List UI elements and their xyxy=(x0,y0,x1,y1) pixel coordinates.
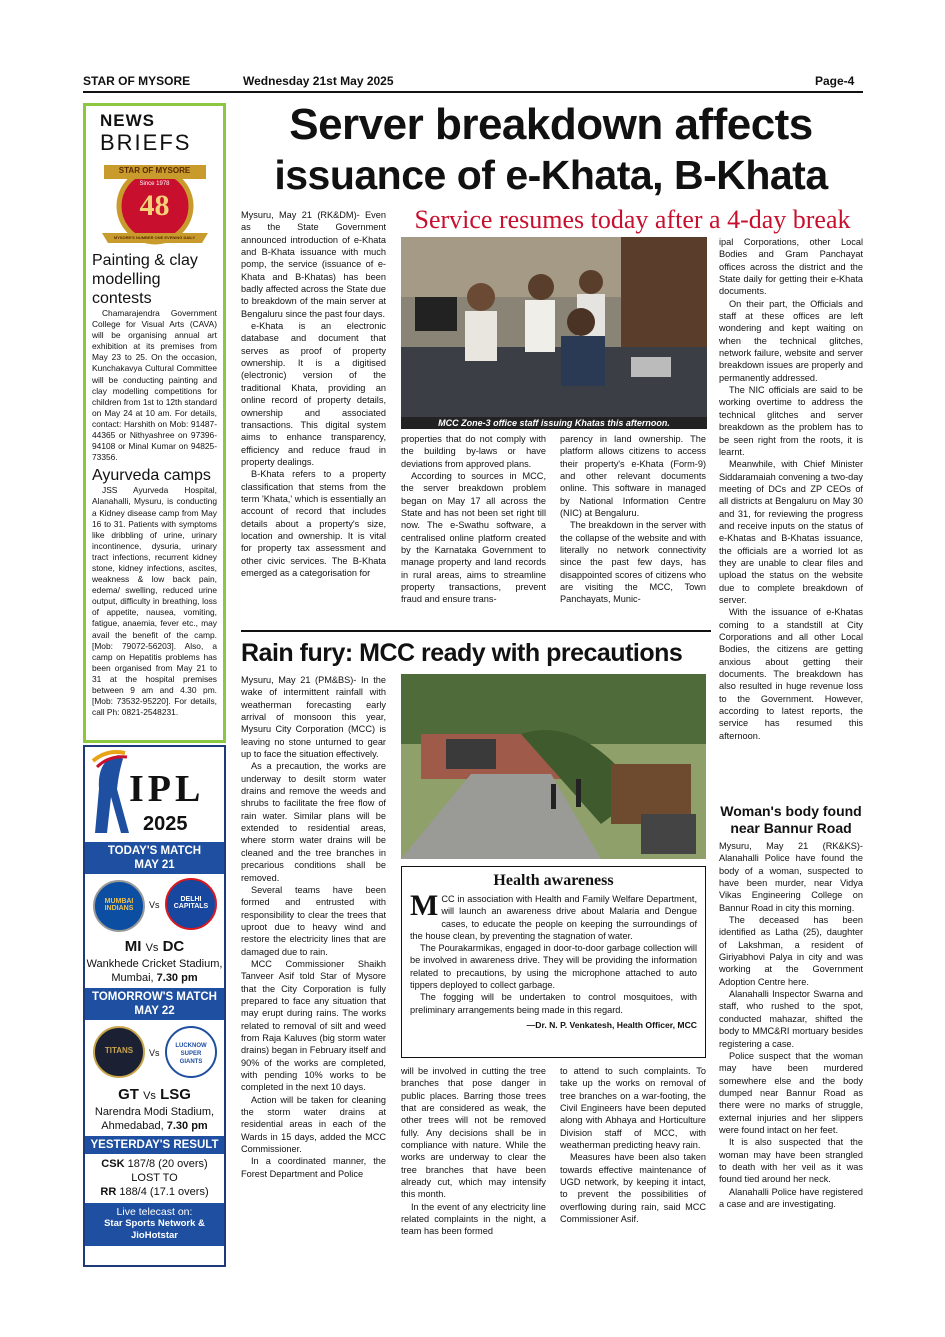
health-title: Health awareness xyxy=(493,872,614,889)
today-vs: Vs xyxy=(145,942,159,954)
rain-col-1-para: Mysuru, May 21 (PM&BS)- In the wake of intermittent rainfall with weatherman forecasting early arrival of monsoon this year, Mysuru City Corporation (MCC) is leaving no stone unturned to gear up to face the situation effectively. xyxy=(241,675,386,760)
brief-2-title: Ayurveda camps xyxy=(92,467,211,485)
ipl-title: IPL xyxy=(129,768,205,810)
news-briefs-box xyxy=(83,103,226,743)
main-col-4-para: On their part, the Officials and staff at these offices are left wondering and kept waiting on when the technical glitches, network failure, website and server breakdown issues are properly and permanently addressed. xyxy=(719,298,863,383)
today-team-1: MI xyxy=(124,938,142,955)
gt-logo-text: TITANS xyxy=(104,1046,134,1055)
rain-col-2 xyxy=(401,1065,546,1238)
yesterday-result-bar: YESTERDAY'S RESULT xyxy=(85,1136,224,1154)
woman-story-body xyxy=(719,840,863,1210)
paper-name: STAR OF MYSORE xyxy=(83,74,191,88)
vs-today: Vs xyxy=(149,900,160,910)
brief-2-body: JSS Ayurveda Hospital, Alanahalli, Mysuru, is conducting a Kidney disease camp from May 16 to 31. Patients with symptoms like dribbling of urine, urinary incontinence, dysuria, urinary tract infections, recurrent kidney stone, kidney infections, ascites, weakness & low back pain, edema/ swelling, reduced urine output, difficulty in breathing, loss of appetite, nausea, vomiting, fatigue, anaemia, fever etc., may avail the benefit of the camp. [Mob: 79072-56203]. Also, a camp on Hepatitis problems has been organised from May 21 to 31 at the hospital premises between 9 am and 4.30 pm. [Mob: 73532-95220]. For details, call Ph: 0821-2548231. xyxy=(92,485,217,718)
telecast-channels: Star Sports Network & JioHotstar xyxy=(104,1218,205,1241)
health-para-2: The Pourakarmikas, engaged in door-to-door garbage collection will be involved in awareness drive. They will be providing the information related to precautions, by using the microphone attached to auto tippers deployed to collect garbage. xyxy=(410,943,697,991)
tomorrow-date: MAY 22 xyxy=(134,1005,175,1017)
csk-score: 187/8 (20 overs) xyxy=(127,1158,208,1170)
main-col-4 xyxy=(719,236,863,742)
main-col-3-para: parency in land ownership. The platform allows citizens to access their property's e-Khata (Form-9) and other relevant documents online. This software in managed by National Information Centre (NIC) at Bengaluru. xyxy=(560,434,706,519)
ipl-year: 2025 xyxy=(143,813,188,835)
vs-tomorrow: Vs xyxy=(149,1048,160,1058)
tomorrow-match-bar xyxy=(85,988,224,1020)
woman-story-para: Alanahalli Police have registered a case and are investigating. xyxy=(719,1186,863,1209)
tomorrow-team-2: LSG xyxy=(160,1086,191,1103)
emblem-top-text: STAR OF MYSORE xyxy=(118,166,191,175)
issue-date: Wednesday 21st May 2025 xyxy=(243,74,394,88)
woman-story-para: It is also suspected that the woman may have been strangled to death with her veil as it was found tied around her neck. xyxy=(719,1137,863,1185)
tomorrow-label: TOMORROW'S MATCH xyxy=(92,991,217,1003)
emblem-bottom-text: MYSORE'S NUMBER ONE EVENING DAILY xyxy=(113,235,196,240)
brief-1-body: Chamarajendra Government College for Visual Arts (CAVA) will be organising annual art exhibition at its premises from May 23 to 25. On the occasion, Kunchakavya Cultural Committee will be conducting painting and clay modelling competitions for children from 1st to 12th standard on May 24 at 10 am. For details, contact: Harshith on Mob: 91487-44365 or Nithyashree on 97396-94108 or Minal Kumar on 94825-73356. xyxy=(92,308,217,463)
emblem-years: 48 xyxy=(139,189,170,222)
rain-headline: Rain fury: MCC ready with precautions xyxy=(241,639,683,667)
emblem-since: Since 1978 xyxy=(139,181,170,187)
brief-1-title: Painting & clay modelling contests xyxy=(92,252,198,307)
today-venue: Wankhede Cricket Stadium, xyxy=(86,958,223,970)
rain-col-3 xyxy=(560,1065,706,1225)
rain-col-1-para: Several teams have been formed and entrusted with responsibility to clear the trees that uproot due to heavy wind and restore the electricity lines that are damaged due to rain. xyxy=(241,884,386,957)
woman-story-para: Alanahalli Inspector Swarna and staff, who rushed to the spot, conducted mahazar, shifted the body to MMC&RI mortuary besides registering a case. xyxy=(719,989,863,1049)
main-col-1-para: Mysuru, May 21 (RK&DM)- Even as the State Government announced introduction of e-Khata and B-Khata issuance with much pomp, the service (issuance of e-Khata and B-Khatas) has been badly affected across the State due to breakdown of the main server at Bengaluru since the past four days. xyxy=(241,210,386,319)
briefs-label: BRIEFS xyxy=(100,130,192,155)
tomorrow-city: Ahmedabad, xyxy=(101,1120,164,1132)
rain-col-1-para: MCC Commissioner Shaikh Tanveer Asif told Star of Mysore that the City Corporation is fully prepared to face any situation that may erupt during rains. The works related to removal of silt and weed from Raja Kaluves (big storm water drains) began in February itself and 90% of the works are completed, with pending 10% works to be completed in the next 10 days. xyxy=(241,958,386,1093)
anniversary-emblem xyxy=(96,161,214,247)
mi-logo-text: MUMBAI INDIANS xyxy=(104,898,134,912)
main-col-3-para: The breakdown in the server with the collapse of the website and with literally no network connectivity since the past few days, has disappointed scores of citizens who are visiting the MCC, Town Panchayats, Munic- xyxy=(560,520,706,605)
main-col-4-para: Meanwhile, with Chief Minister Siddaramaiah convening a two-day meeting of DCs and ZP CEOs of all districts at Bengaluru on May 30 and 31, for reviewing the progress and receive inputs on the status of e-Khatas and B-Khatas issuance, the officials are a worried lot as they are unable to clear files and upload the status on the website due to complete breakdown of server. xyxy=(719,459,863,605)
main-col-1-para: B-Khata refers to a property classification that stems from the term 'Khata,' which is essentially an account of record that includes details about a property's size, location and ownership. It is vital for property tax assessment and other civic services. The B-Khata emerged as a categorisation for xyxy=(241,469,386,578)
rain-col-1-para: Action will be taken for cleaning the storm water drains at residential areas in each of the Wards in 15 days, added the MCC Commissioner. xyxy=(241,1094,386,1155)
result-lost-to: LOST TO xyxy=(131,1172,178,1184)
main-subhead: Service resumes today after a 4-day break xyxy=(414,205,851,234)
main-headline-line-1: Server breakdown affects xyxy=(289,100,813,149)
main-col-4-para: The NIC officials are said to be working overtime to address the technical glitches and server breakdown as the problem has to be seen right from the roots, it is learnt. xyxy=(719,385,863,457)
telecast-label: Live telecast on: xyxy=(116,1206,193,1218)
rain-rule xyxy=(241,630,711,632)
rain-col-3-para: to attend to such complaints. To take up the works on removal of tree branches on a war-footing, the Civil Engineers have been deputed along with Abhaya and Horticulture Division staff of MCC, with weatherman predicting heavy rain. xyxy=(560,1066,706,1151)
main-col-2-para: According to sources in MCC, the server breakdown problem began on May 17 all across the State and has not been set right till now. The e-Swathu software, a centralised online platform created by the Karnataka Government to manage property and land records in rural areas, aims to streamline property transactions, prevent fraud and ensure trans- xyxy=(401,471,546,605)
today-team-2: DC xyxy=(162,938,185,955)
rain-col-1-para: In a coordinated manner, the Forest Department and Police xyxy=(241,1156,386,1179)
rain-col-1-para: As a precaution, the works are underway to desilt storm water drains and remove the weeds and shrubs to facilitate the free flow of rain water. Similar plans will be extended to residential areas, where storm water drains will be cleaned and the tree branches in precarious conditions shall be removed. xyxy=(241,761,386,883)
ipl-box xyxy=(83,745,226,1267)
main-col-1 xyxy=(241,209,386,579)
fallen-tree-photo xyxy=(401,674,706,859)
rain-col-2-para: In the event of any electricity line related complaints in the night, a team has been formed xyxy=(401,1201,546,1237)
news-label: NEWS xyxy=(100,111,155,130)
csk-team: CSK xyxy=(101,1158,125,1170)
health-awareness-box xyxy=(401,866,706,1058)
today-time: 7.30 pm xyxy=(156,972,198,984)
woman-story-para: Mysuru, May 21 (RK&KS)- Alanahalli Police have found the body of a woman, suspected to have been murder, near Vidya Vikas Engineering College on Bannur Road in city this morning. xyxy=(719,841,863,913)
ipl-batsman-icon xyxy=(89,749,129,839)
woman-story-headline: Woman's body found near Bannur Road xyxy=(720,803,862,836)
rain-col-2-para: will be involved in cutting the tree branches that pose danger in public places. Barring those trees that are considered as weak, the other trees will not be removed fully. Any decisions shall be in compliance with nature. While the works are underway to clear the tree branches that have been already cut, which may intensify this month. xyxy=(401,1066,546,1200)
health-dropcap: M xyxy=(410,889,439,922)
main-col-2-para: properties that do not comply with the building by-laws or have deviations from approved plans. xyxy=(401,434,546,469)
tomorrow-team-1: GT xyxy=(118,1086,139,1103)
woman-story-para: Police suspect that the woman may have been murdered somewhere else and the body dumped near Bannur Road as there were no marks of struggle, external injuries and her slippers were found intact on her feet. xyxy=(719,1050,863,1135)
main-headline-line-2: issuance of e-Khata, B-Khata xyxy=(274,152,828,198)
khata-office-photo xyxy=(401,237,707,417)
dc-logo-text: DELHI CAPITALS xyxy=(173,896,209,910)
today-label: TODAY'S MATCH xyxy=(107,845,202,857)
rain-col-3-para: Measures have been also taken towards effective maintenance of UGD network, by keeping it intact, to prevent the possibilities of overflowing during rain, said MCC Commissioner Asif. xyxy=(560,1152,706,1225)
rr-team: RR xyxy=(100,1186,117,1198)
page-number: Page-4 xyxy=(815,74,855,88)
rr-score: 188/4 (17.1 overs) xyxy=(119,1186,209,1198)
today-match-bar xyxy=(85,842,224,874)
main-col-3 xyxy=(560,433,706,606)
health-signature: —Dr. N. P. Venkatesh, Health Officer, MCC xyxy=(526,1019,697,1030)
rain-col-1 xyxy=(241,674,386,1180)
main-col-4-para: ipal Corporations, other Local Bodies and Gram Panchayat offices across the district and the State daily for getting their e-Khata documents. xyxy=(719,237,863,297)
main-col-1-para: e-Khata is an electronic database and document that serves as proof of property ownership. It is a digitised (electronic) version of the traditional Khata, providing an online record of property details, ownership and associated transactions. This digital system aims to enhance transparency, efficiency and reduce fraud in property dealings. xyxy=(241,321,386,467)
today-city: Mumbai, xyxy=(111,972,154,984)
main-col-4-para: With the issuance of e-Khatas coming to a standstill at City Corporations and all other Local Bodies, the citizens are getting anxious about getting their documents. The breakdown has also resulted in huge revenue loss to the Government. However, according to latest reports, the service has resumed this afternoon. xyxy=(719,607,863,741)
khata-photo-caption: MCC Zone-3 office staff issuing Khatas this afternoon. xyxy=(401,417,707,429)
main-col-2 xyxy=(401,433,546,606)
tomorrow-venue: Narendra Modi Stadium, xyxy=(94,1106,215,1118)
today-date: MAY 21 xyxy=(134,859,175,871)
tomorrow-vs: Vs xyxy=(143,1090,156,1102)
health-para-1: CC in association with Health and Family Welfare Department, will launch an awareness drive about Malaria and Dengue cases, to educate the people on keeping the surroundings of the house clean, by preventing the stagnation of water. xyxy=(410,894,697,941)
woman-story-para: The deceased has been identified as Latha (25), daughter of Lakshman, a resident of Giriyabhovi Palya in city and was working at the Government Adoption Centre here. xyxy=(719,915,863,987)
health-para-3: The fogging will be undertaken to control mosquitoes, with preliminary arrangements being made in this regard. xyxy=(410,992,697,1015)
lsg-logo-text: LUCKNOW SUPER GIANTS xyxy=(175,1043,207,1065)
tomorrow-time: 7.30 pm xyxy=(166,1120,208,1132)
header-rule xyxy=(83,91,863,93)
